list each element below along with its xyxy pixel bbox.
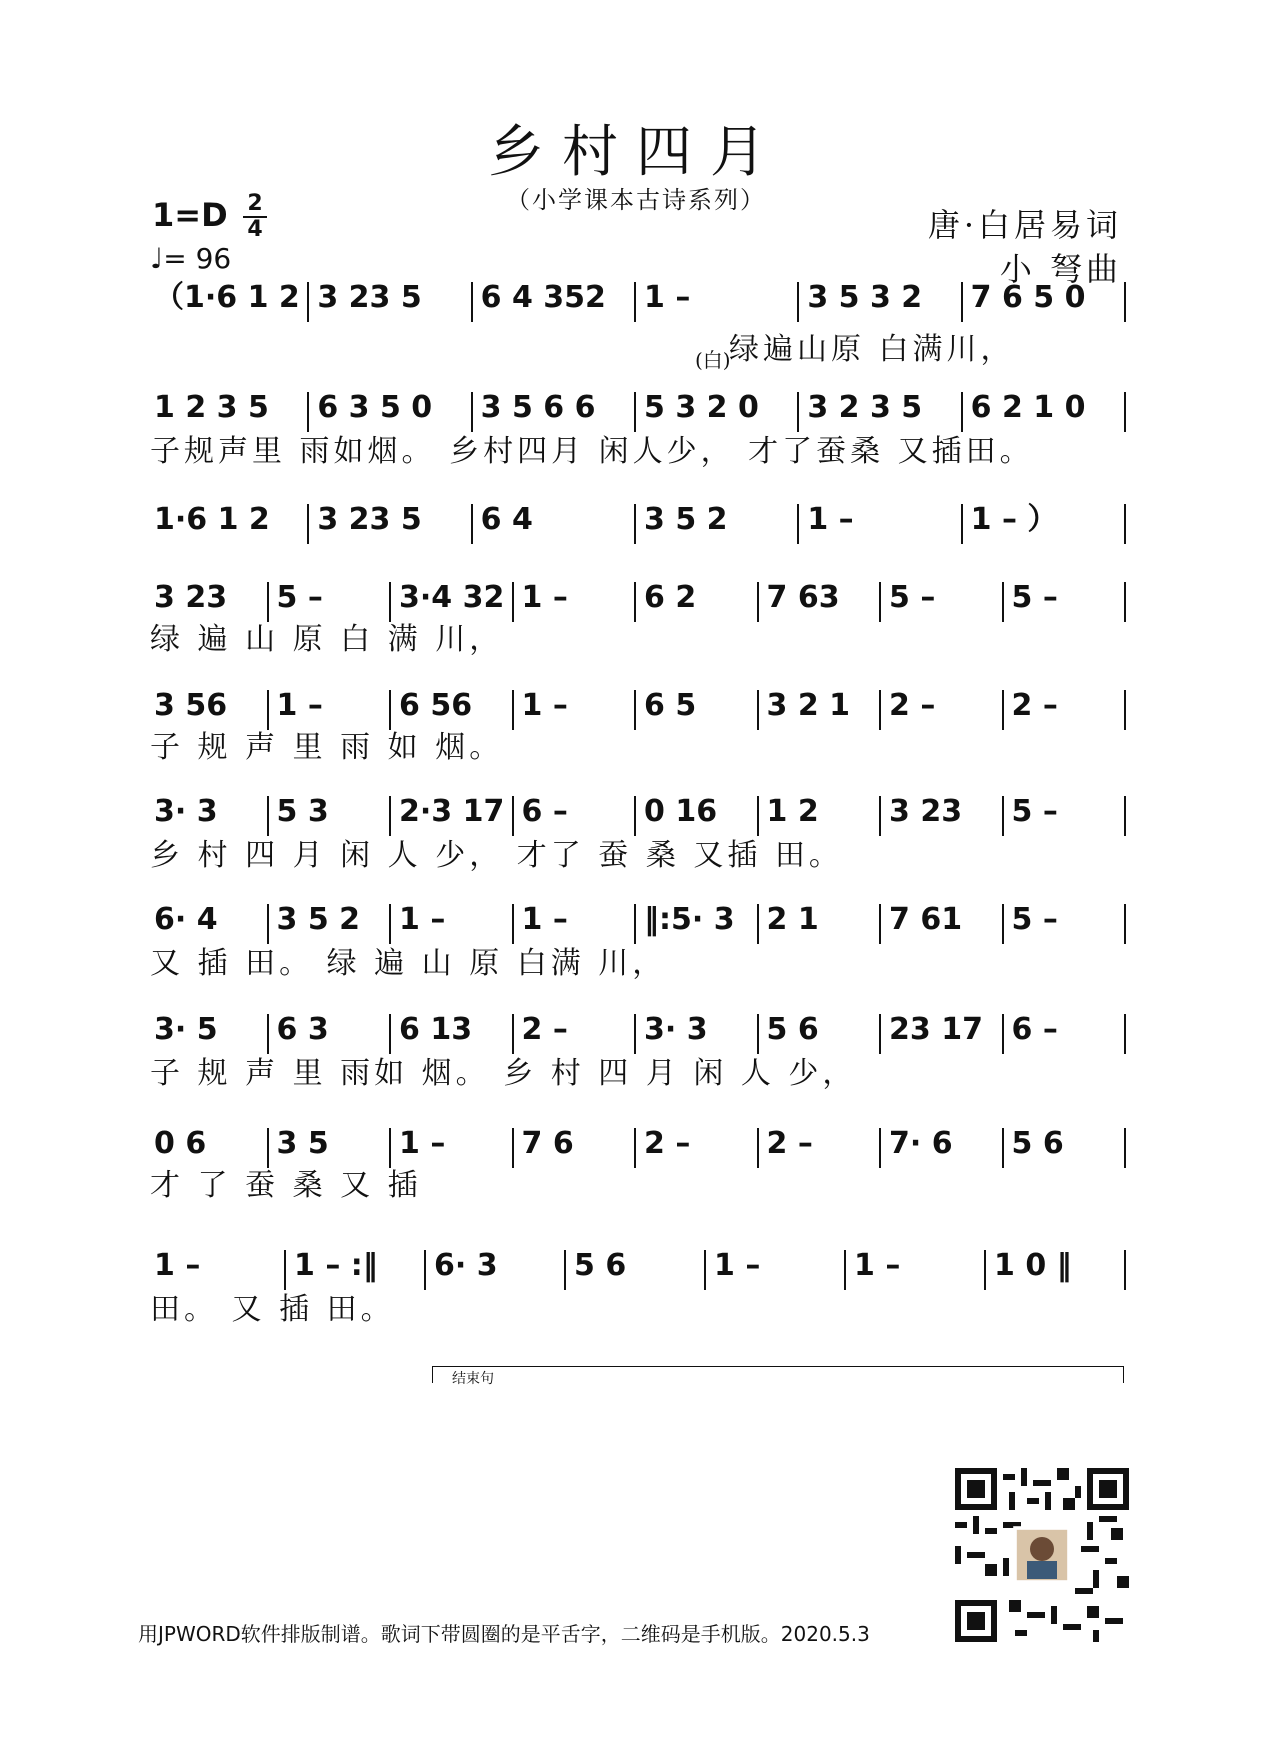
measure-notes: 6 3 5 0 [317,390,433,425]
measure-notes: 1 2 [766,794,819,829]
measure-notes: 0 6 [154,1126,207,1161]
barline [1124,1128,1126,1168]
measure-notes: 3· 3 [644,1012,708,1047]
barline [1124,1014,1126,1054]
barline [389,904,391,944]
measure-notes: 6 56 [399,688,473,723]
measure-notes: 6· 4 [154,902,218,937]
barline [1002,904,1004,944]
measure-notes: 6 4 [480,502,533,537]
barline [1002,1128,1004,1168]
barline [307,504,309,544]
lyricist-credit: 唐·白居易词 [927,206,1122,244]
composer-credit: 小 弩曲 [999,250,1122,288]
measure-notes: 5 – [889,580,936,615]
barline [1002,796,1004,836]
measure-notes: 3 23 [154,580,228,615]
barline [879,1014,881,1054]
song-subtitle: （小学课本古诗系列） [506,186,766,214]
barline [389,690,391,730]
barline [1002,1014,1004,1054]
time-signature-bottom: 4 [247,217,263,242]
measure-notes: 7 63 [766,580,840,615]
barline [1124,392,1126,432]
barline [634,1128,636,1168]
barline [307,282,309,322]
song-title: 乡村四月 [488,120,784,185]
measure-notes: 3 5 3 2 [807,280,923,315]
barline [984,1250,986,1290]
measure-notes: 5 6 [766,1012,819,1047]
barline [634,1014,636,1054]
barline [634,504,636,544]
measure-notes: 5 3 [276,794,329,829]
barline [1124,904,1126,944]
barline [1002,582,1004,622]
measure-notes: 3 23 5 [317,502,422,537]
barline [757,904,759,944]
lyric-row [150,620,1130,664]
barline [267,582,269,622]
measure-notes: 2·3 17 [399,794,505,829]
barline [267,904,269,944]
lyric-row [150,728,1130,772]
measure-notes: 3 5 2 [644,502,728,537]
measure-notes: 2 – [766,1126,813,1161]
measure-notes: 1 0 ‖ [994,1248,1072,1283]
barline [634,796,636,836]
measure-notes: 2 – [521,1012,568,1047]
measure-notes: 6 – [1011,1012,1058,1047]
barline [471,392,473,432]
measure-notes: 5 – [1011,794,1058,829]
lyric-text: 子规声里 雨如烟。 乡村四月 闲人少， 才了蚕桑 又插田。 [150,434,1034,469]
barline [564,1250,566,1290]
measure-notes: 1 – [276,688,323,723]
barline [634,690,636,730]
measure-notes: 1 – [807,502,854,537]
barline [757,796,759,836]
measure-notes: 1 – :‖ [294,1248,378,1283]
lyric-row [150,1290,1130,1334]
staff-row [150,278,1130,338]
measure-notes: 1 2 3 5 [154,390,269,425]
barline [961,392,963,432]
barline [757,1128,759,1168]
measure-notes: 5 6 [1011,1126,1064,1161]
barline [879,690,881,730]
measure-notes: 5 – [1011,902,1058,937]
measure-notes: 6 13 [399,1012,473,1047]
measure-notes: 1 – [399,1126,446,1161]
key-signature: 1=D [152,196,228,234]
barline [471,504,473,544]
measure-notes: 1 – [521,902,568,937]
measure-notes: 23 17 [889,1012,983,1047]
tempo-marking: ♩= 96 [150,242,232,275]
measure-notes: 2 – [644,1126,691,1161]
lyric-row [150,944,1130,988]
measure-notes: （1·6 1 2 [154,280,300,315]
barline [389,1128,391,1168]
barline [634,904,636,944]
barline [1124,504,1126,544]
barline [844,1250,846,1290]
measure-notes: ‖:5· 3 [644,902,735,937]
measure-notes: 3·4 32 [399,580,505,615]
barline [1124,796,1126,836]
measure-notes: 3· 3 [154,794,218,829]
lyric-row [150,1166,1130,1210]
barline [512,796,514,836]
barline [471,282,473,322]
measure-notes: 5 – [1011,580,1058,615]
barline [704,1250,706,1290]
measure-notes: 7 61 [889,902,963,937]
footer-note: 用JPWORD软件排版制谱。歌词下带圆圈的是平舌字，二维码是手机版。2020.5.3 [138,1622,870,1646]
barline [1124,1250,1126,1290]
barline [267,1014,269,1054]
measure-notes: 3 5 6 6 [480,390,596,425]
time-signature-top: 2 [247,191,263,216]
barline [879,904,881,944]
lyric-row [150,330,1130,374]
barline [961,504,963,544]
measure-notes: 2 1 [766,902,819,937]
measure-notes: 6· 3 [434,1248,498,1283]
measure-notes: 3 5 [276,1126,329,1161]
barline [284,1250,286,1290]
measure-notes: 1 – ） [970,502,1058,537]
barline [307,392,309,432]
measure-notes: 7 6 [521,1126,574,1161]
lyric-text: 乡 村 四 月 闲 人 少， 才了 蚕 桑 又插 田。 [150,838,843,873]
measure-notes: 3 56 [154,688,228,723]
measure-notes: 5 6 [574,1248,627,1283]
barline [512,690,514,730]
ending-section-label: 结束句 [452,1371,494,1387]
measure-notes: 3 23 5 [317,280,422,315]
barline [1002,690,1004,730]
barline [797,504,799,544]
measure-notes: 3 2 3 5 [807,390,923,425]
lyric-row [150,836,1130,880]
lyric-text: 子 规 声 里 雨 如 烟。 [150,730,504,765]
barline [267,796,269,836]
measure-notes: 3 5 2 [276,902,361,937]
qr-code-icon [955,1468,1129,1642]
measure-notes: 1 – [521,580,568,615]
barline [267,690,269,730]
spoken-marker: (白) [695,348,731,372]
measure-notes: 7 6 5 0 [970,280,1086,315]
measure-notes: 5 – [276,580,323,615]
measure-notes: 1 – [521,688,568,723]
staff-row [150,500,1130,560]
barline [1124,690,1126,730]
lyric-text: 绿遍山原 白满川， [729,332,1015,367]
barline [389,582,391,622]
barline [389,1014,391,1054]
barline [634,392,636,432]
barline [389,796,391,836]
measure-notes: 3· 5 [154,1012,218,1047]
measure-notes: 6 2 1 0 [970,390,1086,425]
measure-notes: 6 2 [644,580,697,615]
lyric-row [150,432,1130,476]
barline [424,1250,426,1290]
barline [512,904,514,944]
lyric-text: 绿 遍 山 原 白 满 川， [150,622,504,657]
measure-notes: 5 3 2 0 [644,390,759,425]
ending-section-bracket [432,1366,1124,1383]
barline [757,690,759,730]
measure-notes: 6 5 [644,688,697,723]
measure-notes: 6 – [521,794,568,829]
barline [879,796,881,836]
measure-notes: 1 – [154,1248,201,1283]
barline [267,1128,269,1168]
lyric-row [150,1054,1130,1098]
measure-notes: 3 23 [889,794,963,829]
measure-notes: 1 – [644,280,691,315]
barline [879,582,881,622]
barline [879,1128,881,1168]
measure-notes: 6 3 [276,1012,329,1047]
barline [797,282,799,322]
measure-notes: 1 – [714,1248,761,1283]
measure-notes: 2 – [1011,688,1058,723]
barline [757,1014,759,1054]
barline [961,282,963,322]
measure-notes: 6 4 352 [480,280,606,315]
barline [512,1014,514,1054]
lyric-text: 田。 又 插 田。 [150,1292,395,1327]
barline [512,1128,514,1168]
lyric-text: 又 插 田。 绿 遍 山 原 白满 川， [150,946,667,981]
time-signature [240,192,270,242]
measure-notes: 7· 6 [889,1126,953,1161]
measure-notes: 0 16 [644,794,718,829]
barline [1124,582,1126,622]
barline [757,582,759,622]
barline [634,582,636,622]
measure-notes: 2 – [889,688,936,723]
lyric-text: 才 了 蚕 桑 又 插 [150,1168,422,1203]
lyric-text: 子 规 声 里 雨如 烟。 乡 村 四 月 闲 人 少， [150,1056,857,1091]
measure-notes: 1 – [399,902,446,937]
barline [634,282,636,322]
measure-notes: 1 – [854,1248,901,1283]
barline [797,392,799,432]
barline [512,582,514,622]
barline [1124,282,1126,322]
measure-notes: 1·6 1 2 [154,502,270,537]
measure-notes: 3 2 1 [766,688,851,723]
